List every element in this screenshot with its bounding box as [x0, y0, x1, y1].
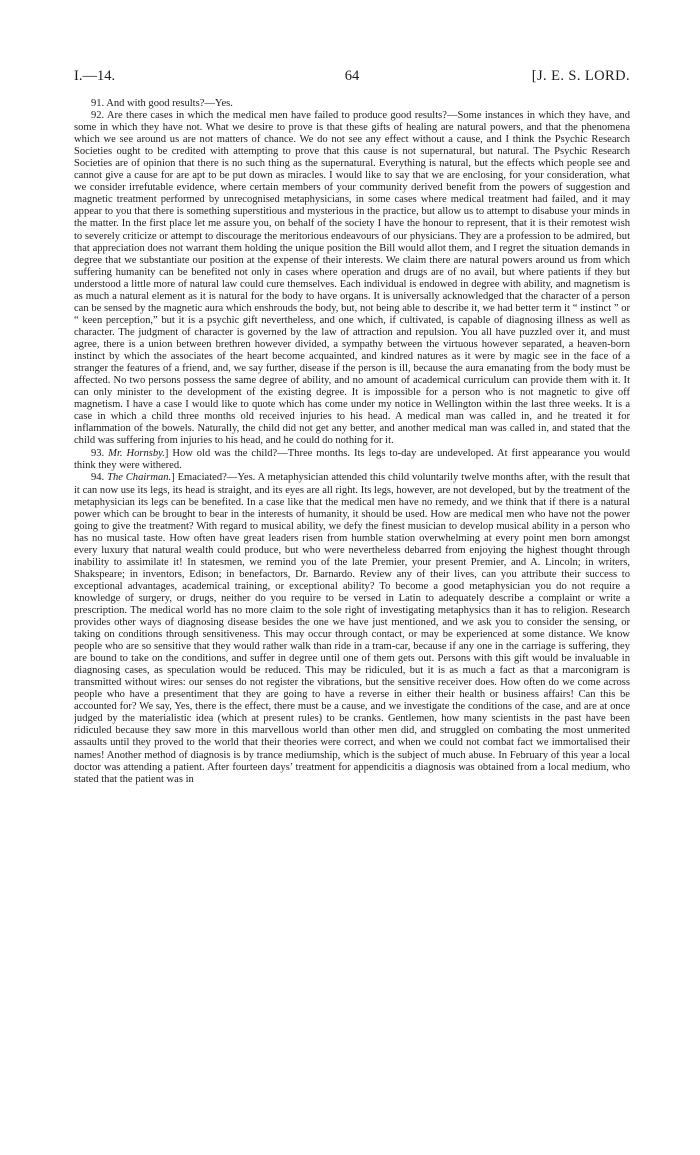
- page-body: [74, 98, 630, 1118]
- paragraph-93-speaker: Mr. Hornsby.: [108, 448, 165, 460]
- paragraph-93: [74, 448, 630, 472]
- paragraph-94: [74, 472, 630, 785]
- paragraph-93-text: ] How old was the child?—Three months. Its legs to-day are undeveloped. At first appearance you would think they were withered.: [74, 448, 630, 472]
- page-header: [74, 68, 630, 86]
- paragraph-93-number: 93.: [91, 448, 105, 460]
- witness-name: [J. E. S. LORD.: [531, 68, 630, 84]
- page-number: 64: [344, 68, 360, 84]
- section-reference: I.—14.: [74, 68, 116, 84]
- paragraph-94-number: 94.: [91, 472, 105, 484]
- paragraph-92: 92. Are there cases in which the medical men have failed to produce good results?—Some instances in which they have, and some in which they have not. What we desire to prove is that these gifts of healing are natural powers, and that the phenomena which we see around us are not matters of chance. We do not see any effect without a cause, and I think the Psychic Research Societies ought to be credited with attempting to prove that this cause is not supernatural, but natural. The Psychic Research Societies are of opinion that there is no such thing as the supernatural. Everything is natural, but the effects which people see and cannot give a cause for are apt to be put down as miracles. I would like to say that we are enclosing, for your consideration, what we consider irrefutable evidence, where certain members of your community derived benefit from the powers of suggestion and magnetic treatment performed by unrecognised metaphysicians, in some cases where medical treatment had failed, and it may appear to you that there is something superstitious and mysterious in the practice, but allow us to attempt to disabuse your minds in the matter. In the first place let me assure you, on behalf of the society I have the honour to represent, that it is their remotest wish to severely criticize or attempt to discourage the meritorious endeavours of our physicians. They are a profession to be admired, but that appreciation does not warrant them holding the unique position the Bill would allot them, and I regret the situation demands in degree that we substantiate our position at the expense of their interests. We claim there are natural powers around us from which suffering humanity can be benefited not only in cases where operation and drugs are of no avail, but where patients if they but understood a little more of natural law could cure themselves. Each individual is endowed in degree with ability, and magnetism is as much a natural element as it is natural for the body to have organs. It is universally acknowledged that the character of a person can be sensed by the magnetic aura which enshrouds the body, but, not being able to describe it, we had better term it “ instinct ” or “ keen perception,” but it is a psychic gift nevertheless, and one which, if cultivated, is capable of diagnosing illness as well as character. The judgment of character is governed by the law of attraction and repulsion. You all have puzzled over it, and must agree, there is a union between brethren however divided, a sympathy between the virtuous however separated, a heaven-born instinct by which the associates of the heart become acquainted, and kindred natures as it were by magic see in the face of a stranger the features of a friend, and, we say further, disease if the person is ill, because the aura emanating from the body must be affected. No two persons possess the same degree of ability, and no amount of academical curriculum can provide them with it. It can only minister to the development of the existing degree. It is impossible for a person who is not magnetic to give off magnetism. I have a case I would like to quote which has come under my notice in Wellington within the last three weeks. It is a case in which a child three months old received injuries to his head. A medical man was called in, and he treated it for inflammation of the bowels. Naturally, the child did not get any better, and another medical man was called in, and stated that the child was suffering from injuries to his head, and he could do nothing for it.: [74, 110, 630, 447]
- paragraph-91: 91. And with good results?—Yes.: [91, 98, 233, 109]
- paragraph-94-speaker: The Chairman.: [107, 472, 172, 484]
- paragraph-94-text: ] Emaciated?—Yes. A metaphysician attended this child voluntarily twelve months after, with the result that it can now use its legs, its head is straight, and its eyes are all right. Its legs, however, are not developed, but by the treatment of the metaphysician its legs can be benefited. In a case like that the medical men have no remedy, and we think that if there is a natural power which can be brought to bear in the interests of humanity, it should be used. How are medical men who have not the power going to give the treatment? With regard to musical ability, we defy the finest musician to develop musical ability in a person who has no musical taste. How often have great leaders risen from humble station overwhelming at every point men born amongst every luxury that natural wealth could produce, but who were nevertheless debarred from enjoying the highest thought through inability to assimilate it! In statesmen, we remind you of the late Premier, your present Premier, and A. Lincoln; in writers, Shakspeare; in inventors, Edison; in benefactors, Dr. Barnardo. Review any of their lives, can you attribute their success to exceptional advantages, academical training, or exceptional ability? To become a good metaphysician you do not require a knowledge of surgery, or drugs, neither do you require to be versed in Latin to adequately describe a complaint or write a prescription. The medical world has no more claim to the sole right of investigating metaphysics than it has to religion. Research provides other ways of diagnosing disease besides the one we have just mentioned, and we ask you to consider the sensing, or taking on conditions through sensitiveness. This may occur through contact, or may be experienced at some distance. We know people who are so sensitive that they would rather walk than ride in a tram-car, because if any one in the carriage is suffering, they are bound to take on the conditions, and suffer in degree until one of them gets out. Persons with this gift would be invaluable in diagnosing cases, as speculation would be reduced. This may be ridiculed, but it is as much a fact as that a marconigram is transmitted without wires: our senses do not register the vibrations, but the sensitive receiver does. How often do we come across people who have a presentiment that they are going to have a reverse in either their health or business affairs! Can this be accounted for? We say, Yes, there is the effect, there must be a cause, and we investigate the conditions of the case, and are at once judged by the materialistic idea (which at present rules) to be cranks. Gentlemen, how many scientists in the past have been ridiculed because they saw more in this marvellous world than other men did, and struggled on combating the most unmerited assaults until they proved to the world that their theories were correct, and when we could not combat fact we immortalised their names! Another method of diagnosis is by trance mediumship, which is the subject of much abuse. In February of this year a local doctor was attending a patient. After fourteen days’ treatment for appendicitis a diagnosis was obtained from a local medium, who stated that the patient was in: [74, 472, 630, 785]
